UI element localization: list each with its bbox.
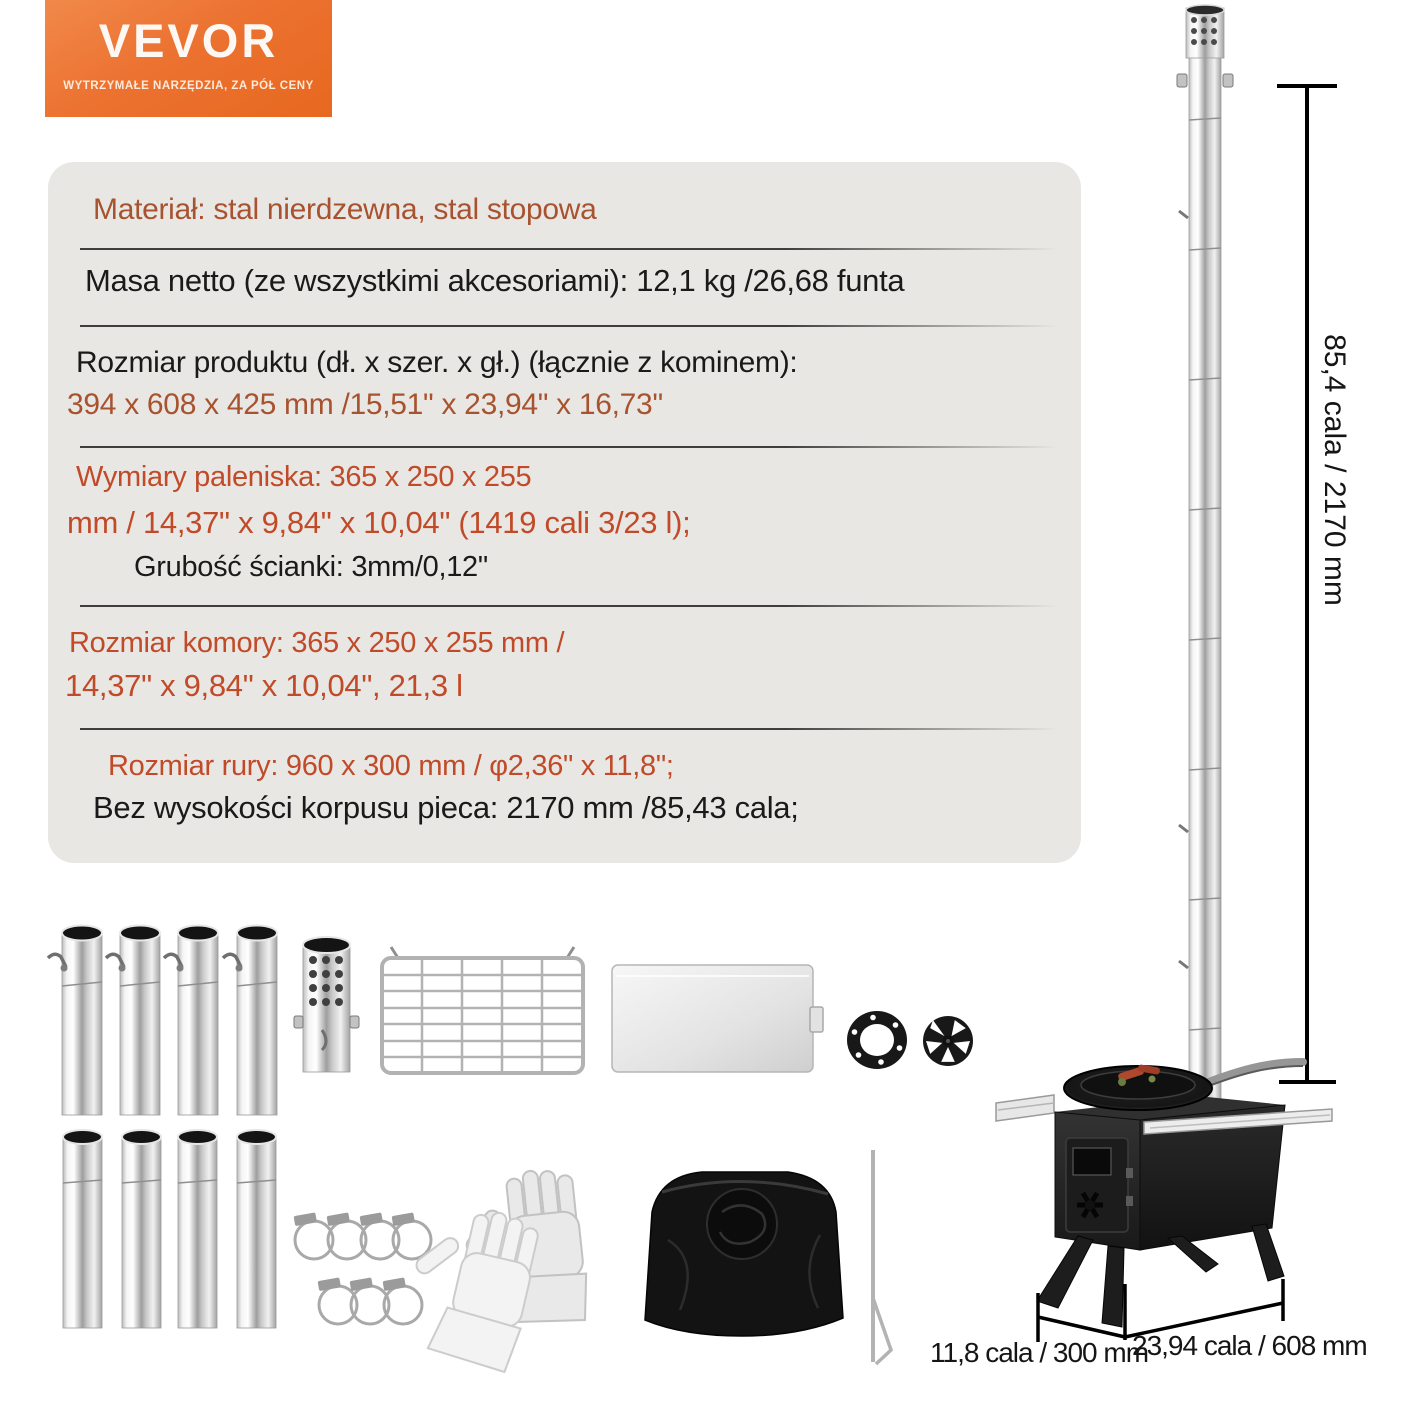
- spec-material: Materiał: stal nierdzewna, stal stopowa: [93, 193, 597, 226]
- spec-chamber-size-2: 14,37" x 9,84" x 10,04", 21,3 l: [65, 668, 463, 703]
- damper-disc-icon: [923, 1016, 973, 1066]
- height-dimension-label: 85,4 cala / 2170 mm: [1318, 334, 1351, 606]
- pipe-section-icon: [164, 926, 218, 1116]
- pipe-section-icon: [48, 926, 102, 1116]
- fire-poker-icon: [873, 1150, 891, 1364]
- brand-name: VEVOR: [98, 14, 279, 67]
- pipe-section-icon: [223, 926, 277, 1116]
- hose-clamps-icon: [294, 1212, 431, 1324]
- pipe-section-icon: [237, 1130, 276, 1328]
- spec-product-size-value: 394 x 608 x 425 mm /15,51" x 23,94" x 16,73": [67, 388, 663, 421]
- door-window: [1073, 1148, 1111, 1175]
- pipe-sections-plain: [63, 1130, 276, 1328]
- stove-door: [1066, 1138, 1133, 1232]
- spec-chamber-size-1: Rozmiar komory: 365 x 250 x 255 mm /: [69, 627, 565, 659]
- frying-pan: [1064, 1062, 1303, 1110]
- pipe-section-icon: [63, 1130, 102, 1328]
- brand-tagline: WYTRZYMAŁE NARZĘDZIA, ZA PÓŁ CENY: [63, 80, 314, 92]
- pipe-section-icon: [178, 1130, 217, 1328]
- spark-arrestor-icon: [294, 937, 359, 1072]
- pipe-section-icon: [122, 1130, 161, 1328]
- flue-flange-ring-icon: [847, 1011, 907, 1069]
- spec-height-without-body: Bez wysokości korpusu pieca: 2170 mm /85,43 cala;: [93, 790, 799, 825]
- grill-grate-icon: [382, 947, 583, 1073]
- spec-pipe-size: Rozmiar rury: 960 x 300 mm / φ2,36" x 11,8";: [108, 750, 674, 782]
- spec-product-size-label: Rozmiar produktu (dł. x szer. x gł.) (łącznie z kominem):: [76, 346, 798, 379]
- spec-wall-thickness: Grubość ścianki: 3mm/0,12": [134, 551, 488, 583]
- spec-firebox-size-1: Wymiary paleniska: 365 x 250 x 255: [76, 461, 532, 493]
- pipe-sections-with-clamps: [48, 926, 277, 1116]
- ash-pan-icon: [612, 965, 823, 1072]
- spec-firebox-size-2: mm / 14,37" x 9,84" x 10,04" (1419 cali 3/23 l);: [67, 505, 691, 540]
- carry-bag-icon: [645, 1172, 843, 1336]
- spec-net-weight: Masa netto (ze wszystkimi akcesoriami): 12,1 kg /26,68 funta: [85, 263, 905, 298]
- width-dimension-label: 23,94 cala / 608 mm: [1132, 1330, 1367, 1361]
- heat-gloves-icon: [394, 1166, 591, 1373]
- pipe-section-icon: [106, 926, 160, 1116]
- assembled-chimney: [1177, 5, 1233, 1125]
- depth-dimension-label: 11,8 cala / 300 mm: [930, 1337, 1149, 1368]
- left-side-shelf: [996, 1095, 1054, 1121]
